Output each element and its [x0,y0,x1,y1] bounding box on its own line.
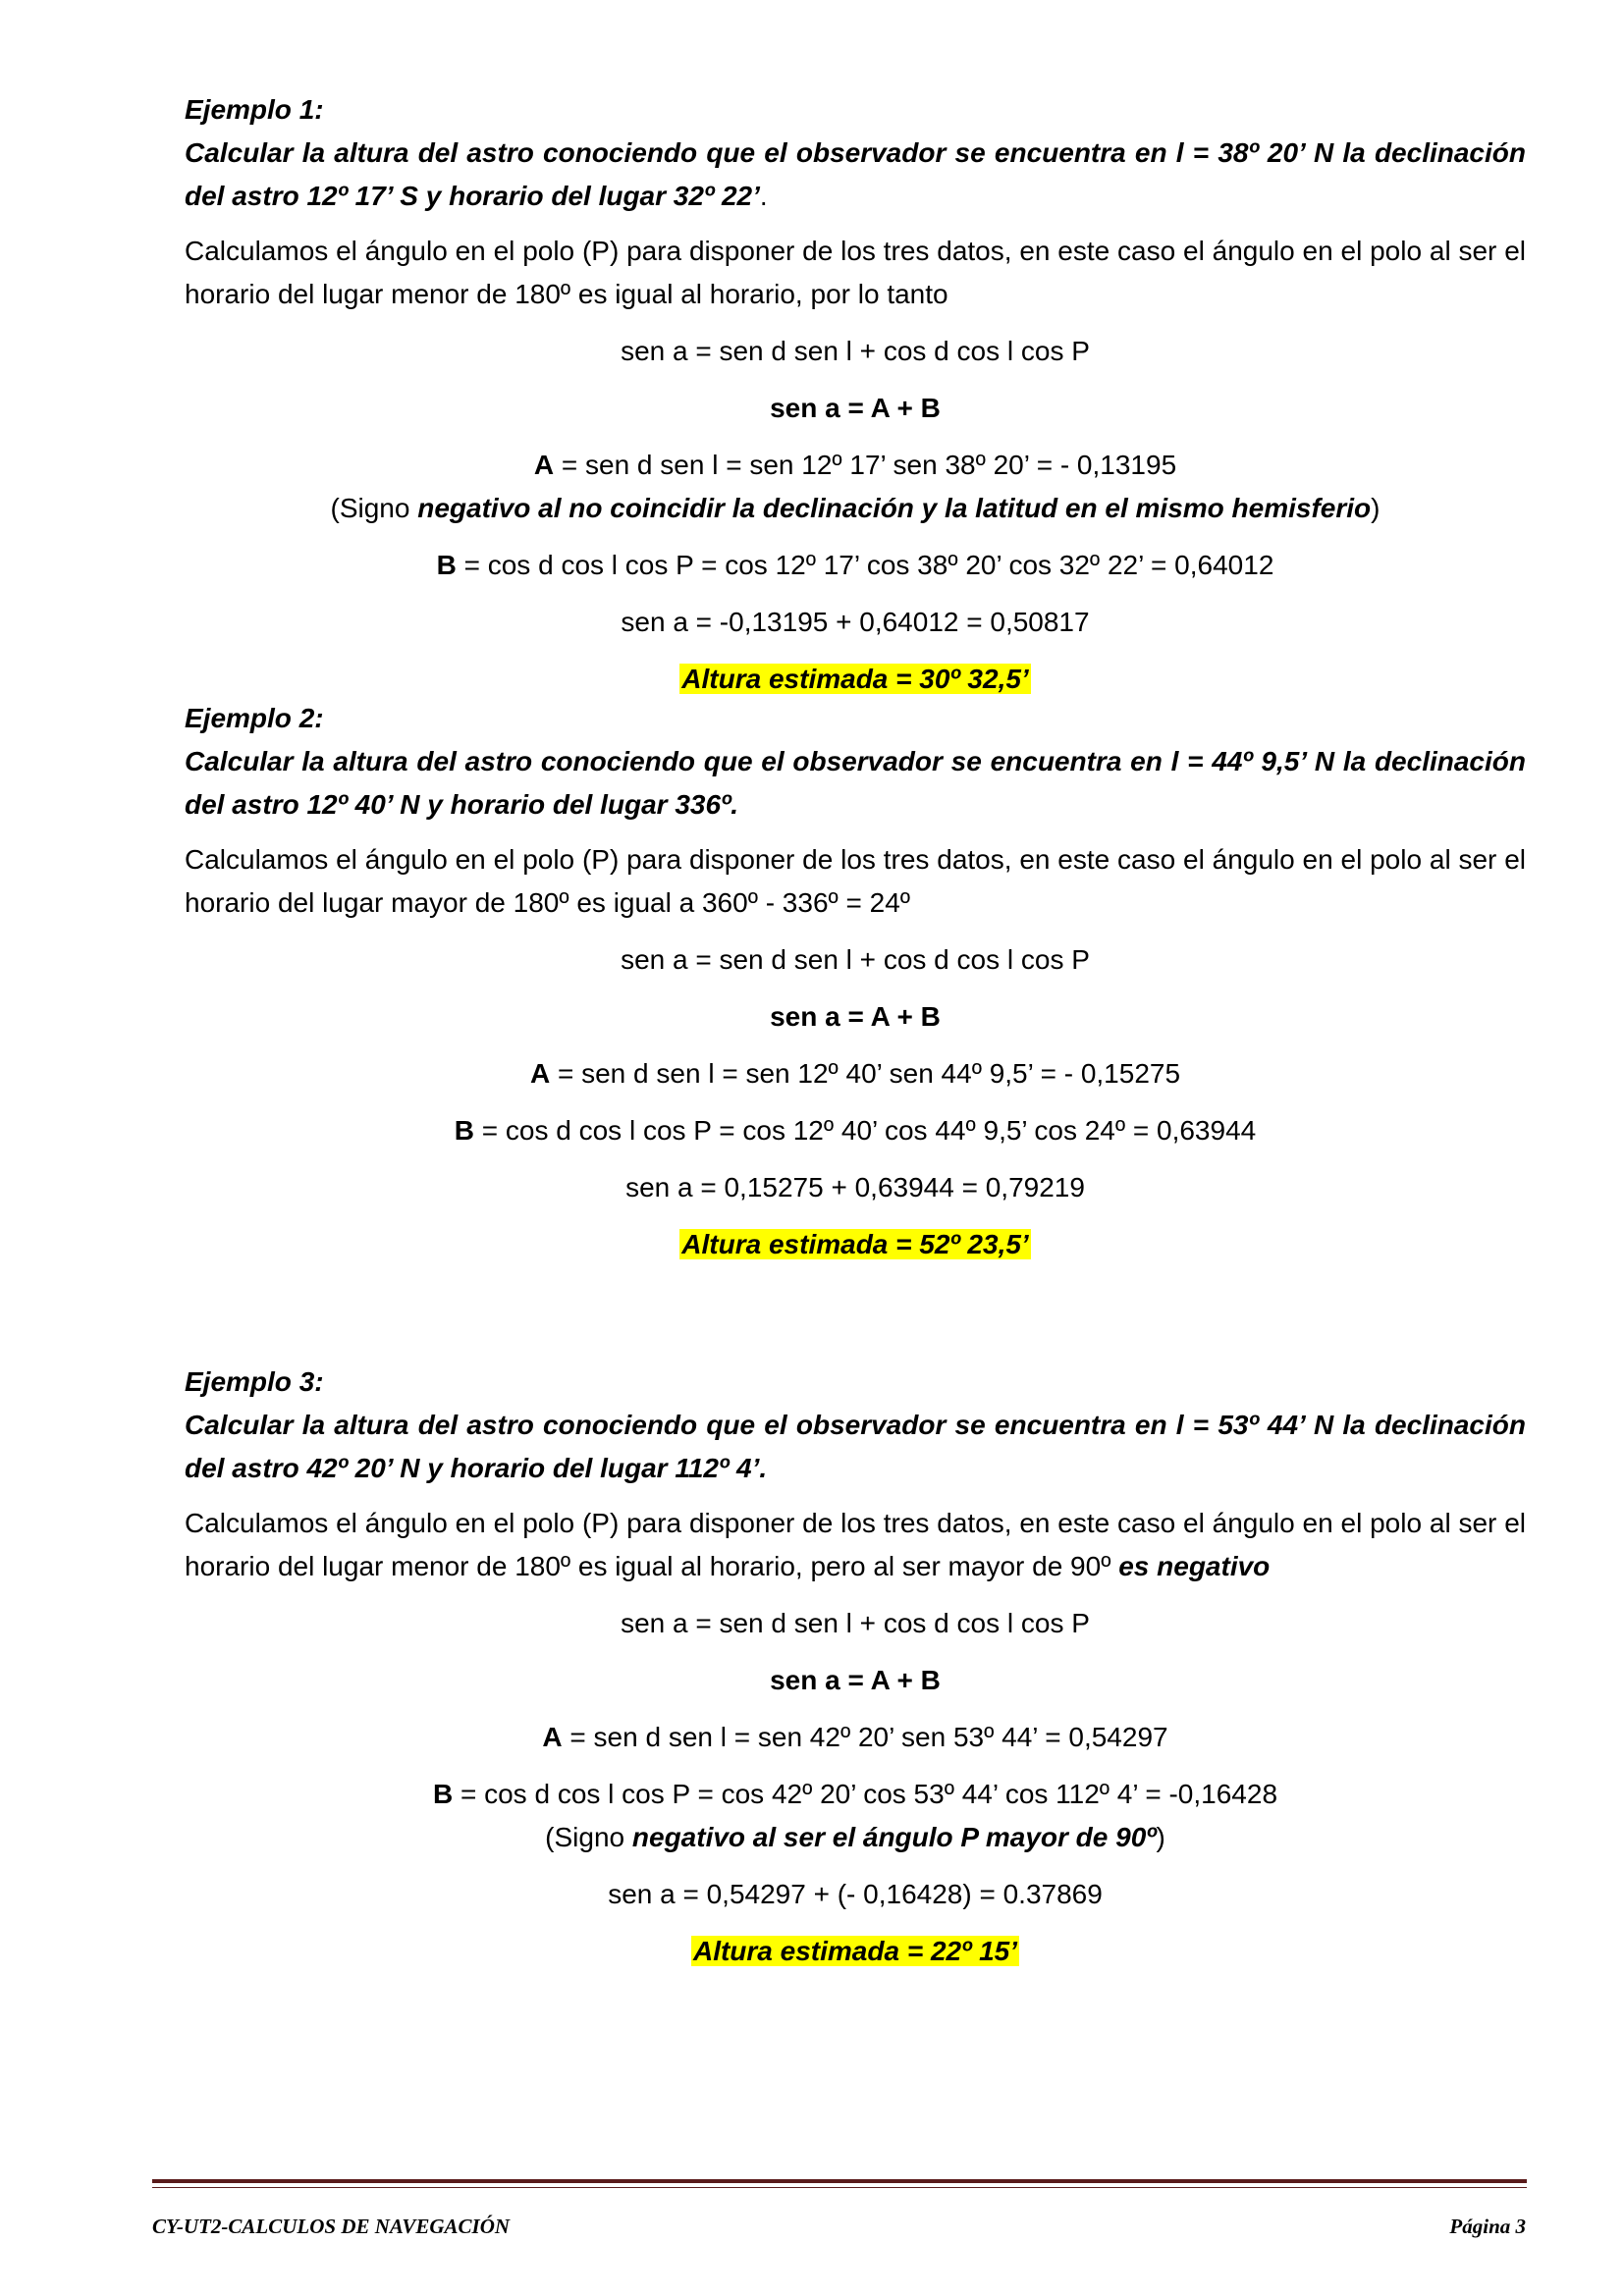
b-expression: = cos d cos l cos P = cos 42º 20’ cos 53º 44’ cos 112º 4’ = -0,16428 [453,1779,1278,1809]
sen-result: sen a = 0,15275 + 0,63944 = 0,79219 [625,1172,1085,1202]
b-expression: = cos d cos l cos P = cos 12º 17’ cos 38º 20’ cos 32º 22’ = 0,64012 [456,550,1274,580]
document-body [185,88,1526,1973]
altura-estimada-highlight: Altura estimada = 30º 32,5’ [681,664,1029,694]
formula-general: sen a = sen d sen l + cos d cos l cos P [621,944,1090,975]
a-expression: = sen d sen l = sen 12º 40’ sen 44º 9,5’ = - 0,15275 [550,1058,1181,1089]
formula-a [185,444,1526,487]
example-3 [185,1361,1526,1973]
formula-a [185,1716,1526,1759]
example-2 [185,697,1526,1361]
sign-note [185,487,1526,530]
formula-general: sen a = sen d sen l + cos d cos l cos P [621,336,1090,366]
altura-estimada-highlight: Altura estimada = 52º 23,5’ [681,1229,1029,1259]
formula-b [185,544,1526,587]
formula-sum: sen a = A + B [770,1001,941,1032]
example-title: Ejemplo 1: [185,94,324,125]
a-label: A [533,450,555,480]
b-expression: = cos d cos l cos P = cos 12º 40’ cos 44º 9,5’ cos 24º = 0,63944 [473,1115,1257,1146]
result-line [185,658,1526,701]
b-label: B [432,1779,454,1809]
b-label: B [436,550,457,580]
formula-sum: sen a = A + B [770,393,941,423]
formula-sum: sen a = A + B [770,1665,941,1695]
formula-b [185,1773,1526,1816]
explanation-emphasis: es negativo [1118,1551,1271,1581]
formula-general: sen a = sen d sen l + cos d cos l cos P [621,1608,1090,1638]
a-label: A [529,1058,551,1089]
a-expression: = sen d sen l = sen 12º 17’ sen 38º 20’ = - 0,13195 [554,450,1177,480]
example-statement: Calcular la altura del astro conociendo que el observador se encuentra en l = 44º 9,5’ N la declinación del astro 12º 40’ N y horario del lugar 336º. [185,746,1526,820]
sign-note [185,1816,1526,1859]
footer-document-title: CY-UT2-CALCULOS DE NAVEGACIÓN [152,2215,511,2238]
sen-result: sen a = 0,54297 + (- 0,16428) = 0.37869 [608,1879,1103,1909]
explanation-paragraph: Calculamos el ángulo en el polo (P) para disponer de los tres datos, en este caso el ángulo en el polo al ser el horario del lugar mayor de 180º es igual a 360º - 336º = 24º [185,844,1526,918]
result-line [185,1930,1526,1973]
statement-end: . [759,181,768,211]
formula-b [185,1109,1526,1152]
example-title: Ejemplo 3: [185,1366,324,1397]
result-line [185,1223,1526,1266]
formula-a [185,1052,1526,1095]
a-expression: = sen d sen l = sen 42º 20’ sen 53º 44’ = 0,54297 [562,1722,1168,1752]
sign-close: ) [1156,1822,1165,1852]
example-title: Ejemplo 2: [185,703,324,733]
sign-emphasis: negativo al no coincidir la declinación y la latitud en el mismo hemisferio [417,493,1372,523]
altura-estimada-highlight: Altura estimada = 22º 15’ [692,1936,1018,1966]
explanation-paragraph [185,1502,1526,1588]
sign-close: ) [1371,493,1380,523]
sign-open: (Signo [330,493,418,523]
explanation-text: Calculamos el ángulo en el polo (P) para disponer de los tres datos, en este caso el ángulo en el polo al ser el horario del lugar menor de 180º es igual al horario, pero al ser mayor de 90º [185,1508,1526,1581]
example-statement [185,132,1526,218]
b-label: B [454,1115,474,1146]
example-statement: Calcular la altura del astro conociendo que el observador se encuentra en l = 53º 44’ N la declinación del astro 42º 20’ N y horario del lugar 112º 4’. [185,1410,1526,1483]
statement-text: Calcular la altura del astro conociendo que el observador se encuentra en l = 38º 20’ N la declinación del astro 12º 17’ S y horario del lugar 32º 22’ [185,137,1526,211]
footer-page-number: Página 3 [1449,2215,1526,2238]
sen-result: sen a = -0,13195 + 0,64012 = 0,50817 [621,607,1090,637]
a-label: A [542,1722,563,1752]
sign-emphasis: negativo al ser el ángulo P mayor de 90º [631,1822,1157,1852]
footer-rule-thin [152,2187,1527,2188]
example-1 [185,88,1526,697]
sign-open: (Signo [545,1822,632,1852]
footer-rule-thick [152,2179,1527,2183]
explanation-paragraph: Calculamos el ángulo en el polo (P) para disponer de los tres datos, en este caso el ángulo en el polo al ser el horario del lugar menor de 180º es igual al horario, por lo tanto [185,236,1526,309]
